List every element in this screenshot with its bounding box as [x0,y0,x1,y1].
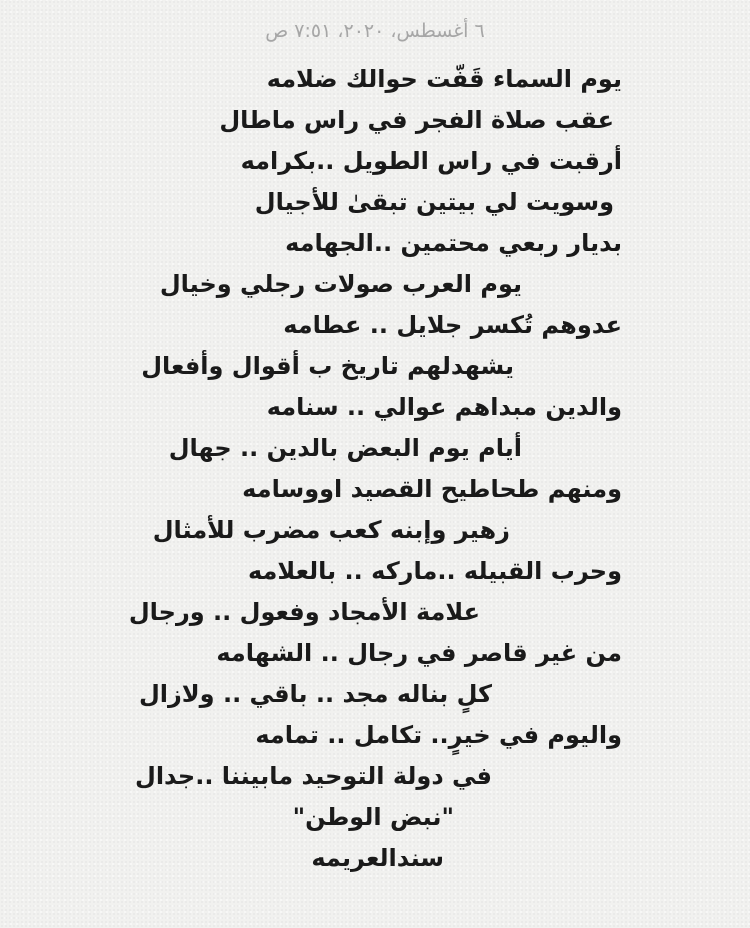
poem-line: سندالعريمه [311,844,444,872]
poem-line: أرقبت في راس الطويل ..بكرامه [240,147,622,175]
poem-line: عقب صلاة الفجر في راس ماطال [219,106,614,134]
note-timestamp: ٦ أغسطس، ٢٠٢٠، ٧:٥١ ص [265,20,485,42]
poem-line: "نبض الوطن" [292,803,454,831]
poem-line: زهير وإبنه كعب مضرب للأمثال [152,516,510,544]
poem-line: وسويت لي بيتين تبقىٰ للأجيال [254,188,614,216]
poem-line: عدوهم تُكسر جلايل .. عطامه [283,311,622,339]
poem-line: أيام يوم البعض بالدين .. جهال [168,434,522,462]
poem-line: واليوم في خيرٍ.. تكامل .. تمامه [255,721,622,749]
poem-line: ومنهم طحاطيح القصيد اووسامه [242,475,622,503]
poem-line: في دولة التوحيد مابيننا ..جدال [135,762,492,790]
poem-line: كلٍ بناله مجد .. باقي .. ولازال [138,680,492,708]
poem-line: من غير قاصر في رجال .. الشهامه [216,639,622,667]
poem-line: وحرب القبيله ..ماركه .. بالعلامه [247,557,622,585]
poem-line: والدين مبداهم عوالي .. سنامه [266,393,622,421]
poem-line: بديار ربعي محتمين ..الجهامه [285,229,622,257]
poem-line: يوم السماء قَفّت حوالك ضلامه [266,65,622,93]
poem-line: يشهدلهم تاريخ ب أقوال وأفعال [141,352,514,380]
poem-line: علامة الأمجاد وفعول .. ورجال [128,598,480,626]
poem-line: يوم العرب صولات رجلي وخيال [159,270,522,298]
